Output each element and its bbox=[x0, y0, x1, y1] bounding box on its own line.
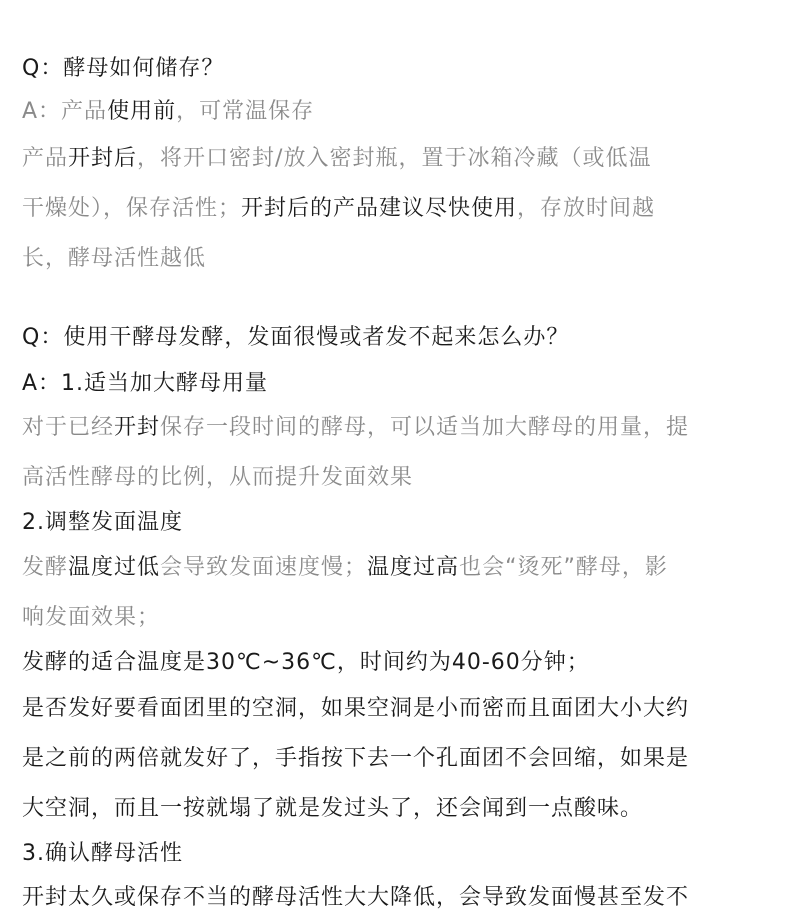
q2-answer-heading-3: 3.确认酵母活性 bbox=[22, 841, 183, 866]
q1-paragraph-line-2 bbox=[22, 194, 655, 224]
temperature-line-2: 响发面效果； bbox=[22, 605, 161, 630]
text-span: ，将开口密封/放入密封瓶，置于冰箱冷藏（或低温 bbox=[137, 146, 652, 171]
emphasis-span: 温度过低 bbox=[68, 555, 161, 580]
text-span: 对于已经 bbox=[22, 415, 115, 440]
answer-suffix: ，可常温保存 bbox=[176, 99, 315, 124]
emphasis-span: 开封后的产品建议尽快使用 bbox=[241, 196, 518, 221]
q2-answer-heading-2: 2.调整发面温度 bbox=[22, 510, 183, 535]
check-line-3: 大空洞，而且一按就塌了就是发过头了，还会闻到一点酸味。 bbox=[22, 796, 644, 821]
emphasis-span: 温度过高 bbox=[367, 555, 460, 580]
check-line-2: 是之前的两倍就发好了，手指按下去一个孔面团不会回缩，如果是 bbox=[22, 746, 690, 771]
q1-answer-line bbox=[22, 97, 314, 127]
text-span: 产品 bbox=[22, 146, 69, 171]
text-span: 保存一段时间的酵母，可以适当加大酵母的用量，提 bbox=[160, 415, 690, 440]
check-line-1: 是否发好要看面团里的空洞，如果空洞是小而密而且面团大小大约 bbox=[22, 696, 690, 721]
text-span: 干燥处），保存活性； bbox=[22, 196, 242, 221]
q1-question: Q：酵母如何储存？ bbox=[22, 56, 225, 81]
q2-paragraph-line-1 bbox=[22, 413, 689, 443]
q1-paragraph-line-3: 长，酵母活性越低 bbox=[22, 246, 207, 271]
text-span: ，存放时间越 bbox=[517, 196, 656, 221]
emphasis-span: 开封 bbox=[114, 415, 161, 440]
q2-answer-heading-1: A：1.适当加大酵母用量 bbox=[22, 371, 269, 396]
emphasis-span: 开封后 bbox=[68, 146, 138, 171]
text-span: 会导致发面速度慢； bbox=[160, 555, 368, 580]
text-span: 也会“烫死”酵母，影 bbox=[459, 555, 668, 580]
activity-line-1: 开封太久或保存不当的酵母活性大大降低，会导致发面慢甚至发不 bbox=[22, 885, 690, 910]
temperature-line-3: 发酵的适合温度是30℃~36℃，时间约为40-60分钟； bbox=[22, 650, 590, 675]
temperature-line-1 bbox=[22, 553, 668, 583]
text-span: 发酵 bbox=[22, 555, 69, 580]
answer-prefix: A：产品 bbox=[22, 99, 108, 124]
q1-paragraph-line-1 bbox=[22, 144, 651, 174]
answer-emphasis: 使用前 bbox=[107, 99, 177, 124]
q2-question: Q：使用干酵母发酵，发面很慢或者发不起来怎么办？ bbox=[22, 325, 570, 350]
q2-paragraph-line-2: 高活性酵母的比例，从而提升发面效果 bbox=[22, 465, 414, 490]
